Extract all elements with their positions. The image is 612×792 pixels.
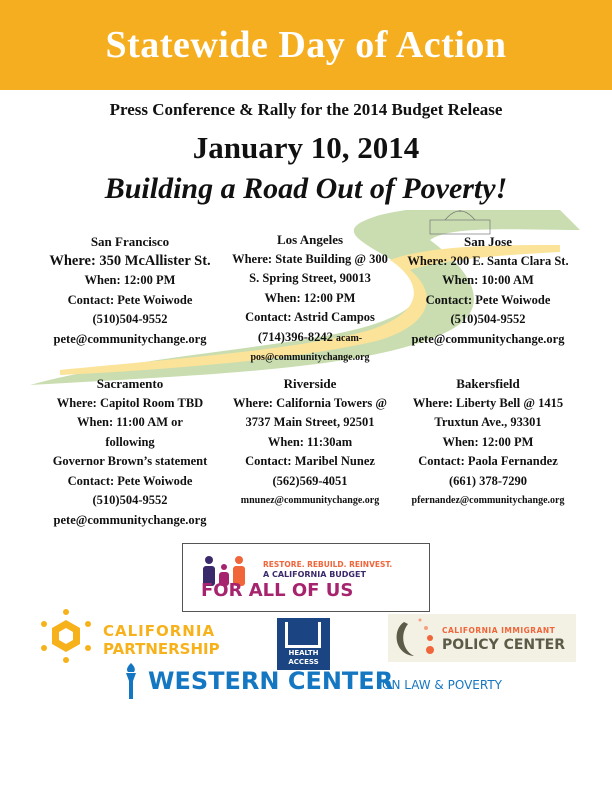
health-access-mark-icon <box>285 622 321 648</box>
event-contact: Contact: Paola Fernandez <box>418 454 558 468</box>
event-when: When: 10:00 AM <box>442 273 534 287</box>
immigrant-line1: CALIFORNIA IMMIGRANT <box>442 626 556 635</box>
western-center-suffix: ON LAW & POVERTY <box>382 678 502 692</box>
event-where: Where: 350 McAllister St. <box>49 252 211 269</box>
budget-logo-line3: FOR ALL OF US <box>201 580 354 601</box>
immigrant-crescent-icon <box>390 616 436 660</box>
event-where: Where: California Towers @ <box>232 395 388 410</box>
event-email[interactable]: pfernandez@communitychange.org <box>411 495 565 506</box>
immigrant-line2: POLICY CENTER <box>442 637 566 653</box>
event-city: San Francisco <box>90 234 170 249</box>
event-email[interactable]: pete@communitychange.org <box>53 331 207 346</box>
event-contact: Contact: Astrid Campos <box>245 310 375 324</box>
event-where: Where: Liberty Bell @ 1415 <box>412 395 564 410</box>
event-email[interactable]: acam- <box>336 332 363 344</box>
event-contact: Contact: Pete Woiwode <box>425 292 551 307</box>
event-san-jose <box>398 232 578 349</box>
subtitle: Press Conference & Rally for the 2014 Budget Release <box>109 100 503 119</box>
event-where: Where: State Building @ 300 <box>232 251 388 266</box>
california-partnership-logo <box>38 608 228 668</box>
event-contact: Contact: Pete Woiwode <box>67 292 193 307</box>
event-sacramento <box>35 374 225 530</box>
event-where: Where: 200 E. Santa Clara St. <box>407 253 569 268</box>
budget-for-all-logo <box>182 543 430 612</box>
event-when-cont: following <box>105 434 155 449</box>
event-date: January 10, 2014 <box>192 130 420 165</box>
event-where-cont: S. Spring Street, 90013 <box>249 271 371 285</box>
event-phone: (510)504-9552 <box>92 312 168 326</box>
event-san-francisco <box>35 232 225 349</box>
event-when: When: 11:30am <box>267 434 353 449</box>
event-when: When: 12:00 PM <box>264 290 356 305</box>
event-contact: Contact: Pete Woiwode <box>67 473 193 488</box>
event-email[interactable]: mnunez@communitychange.org <box>240 495 380 506</box>
partnership-line1: CALIFORNIA <box>103 622 216 640</box>
event-when: When: 12:00 PM <box>84 273 176 287</box>
immigrant-policy-center-logo <box>388 614 576 662</box>
event-phone: (510)504-9552 <box>92 493 168 507</box>
event-city: Riverside <box>283 376 337 391</box>
event-city: Sacramento <box>96 376 164 391</box>
event-when: When: 11:00 AM or <box>77 415 183 429</box>
event-phone: (714)396-8242 <box>257 329 333 344</box>
event-when-cont: Governor Brown’s statement <box>52 454 208 468</box>
event-email[interactable]: pete@communitychange.org <box>53 512 207 527</box>
western-center-name: WESTERN CENTER <box>148 667 394 695</box>
event-where-cont: 3737 Main Street, 92501 <box>245 415 375 429</box>
page-title: Statewide Day of Action <box>105 24 507 66</box>
budget-logo-line1: RESTORE. REBUILD. REINVEST. <box>263 560 393 569</box>
event-riverside <box>220 374 400 511</box>
partnership-line2: PARTNERSHIP <box>103 640 220 658</box>
event-contact: Contact: Maribel Nunez <box>245 454 375 468</box>
western-center-logo <box>120 663 520 703</box>
event-email-cont[interactable]: pos@communitychange.org <box>250 352 370 363</box>
health-access-line1: HEALTH <box>288 649 319 657</box>
event-city: Los Angeles <box>276 232 344 247</box>
event-where: Where: Capitol Room TBD <box>56 395 204 410</box>
event-phone: (562)569-4051 <box>272 473 348 488</box>
event-where-cont: Truxtun Ave., 93301 <box>434 415 542 429</box>
tagline: Building a Road Out of Poverty! <box>104 172 508 205</box>
torch-icon <box>120 663 142 701</box>
event-los-angeles <box>220 230 400 368</box>
health-access-line2: ACCESS <box>288 658 319 666</box>
event-when: When: 12:00 PM <box>442 434 534 449</box>
partnership-hexagon-icon <box>38 608 94 664</box>
event-phone: (510)504-9552 <box>450 312 526 326</box>
event-city: San Jose <box>463 234 513 249</box>
event-phone: (661) 378-7290 <box>448 473 528 488</box>
event-city: Bakersfield <box>456 376 520 391</box>
header-banner <box>0 0 612 90</box>
event-email[interactable]: pete@communitychange.org <box>411 331 565 346</box>
budget-logo-line2: A CALIFORNIA BUDGET <box>263 570 366 579</box>
event-bakersfield <box>398 374 578 511</box>
